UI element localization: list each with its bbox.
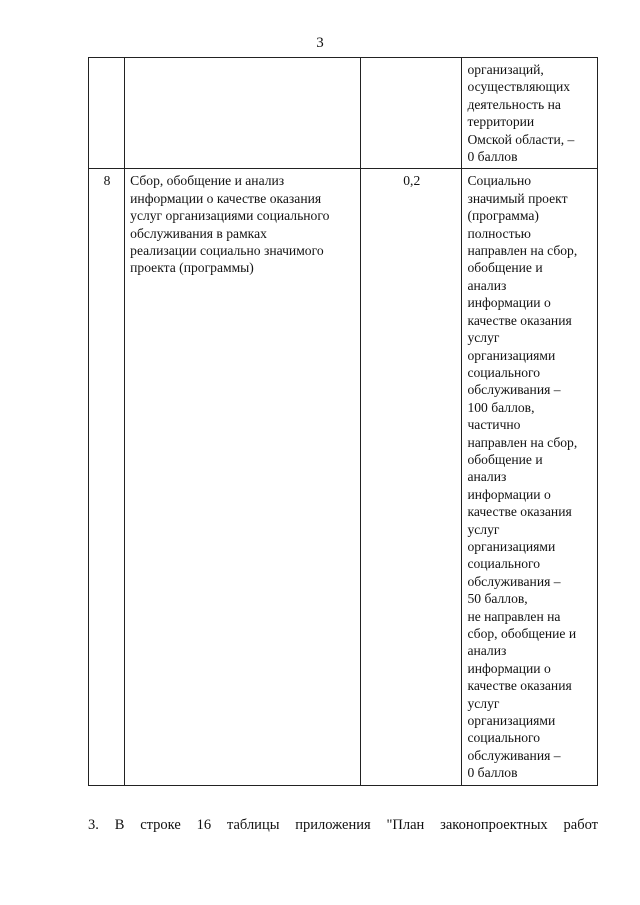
name-line: реализации социально значимого xyxy=(130,243,324,259)
name-line: Сбор, обобщение и анализ xyxy=(130,173,285,189)
criteria-line: анализ xyxy=(467,643,507,659)
criteria-line: организаций, xyxy=(467,62,544,77)
criteria-line: анализ xyxy=(467,469,507,485)
criteria-line: 0 баллов xyxy=(467,765,518,781)
criteria-line: обслуживания – xyxy=(467,747,561,763)
name-line: информации о качестве оказания xyxy=(130,190,322,206)
criteria-line: информации о xyxy=(467,660,551,676)
criteria-line: не направлен на xyxy=(467,608,561,624)
criteria-line: информации о xyxy=(467,295,551,311)
row-name-cell xyxy=(125,169,361,785)
criteria-line: направлен на сбор, xyxy=(467,434,578,450)
criteria-line: качестве оказания xyxy=(467,678,572,694)
criteria-line: качестве оказания xyxy=(467,504,572,520)
criteria-line: социального xyxy=(467,730,541,746)
criteria-line: направлен на сбор, xyxy=(467,243,578,259)
criteria-line: обобщение и xyxy=(467,260,543,276)
criteria-line: 50 баллов, xyxy=(467,591,528,607)
criteria-line: обслуживания – xyxy=(467,573,561,589)
criteria-line: анализ xyxy=(467,277,507,293)
criteria-line: обобщение и xyxy=(467,451,543,467)
criteria-line: услуг xyxy=(467,521,500,537)
criteria-table xyxy=(88,57,598,786)
criteria-line: организациями xyxy=(467,347,556,363)
criteria-line: обслуживания – xyxy=(467,382,561,398)
criteria-line: 0 баллов xyxy=(467,149,518,165)
criteria-line: частично xyxy=(467,417,521,433)
name-line: услуг организациями социального xyxy=(130,208,330,224)
criteria-line: организациями xyxy=(467,538,556,554)
criteria-line: осуществляющих xyxy=(467,79,571,95)
criteria-line: территории xyxy=(467,114,535,130)
row-criteria-cell xyxy=(462,169,598,785)
criteria-line: услуг xyxy=(467,695,500,711)
criteria-line: значимый проект xyxy=(467,190,568,206)
row-criteria-cell xyxy=(462,58,598,169)
table-row-8 xyxy=(89,169,598,785)
table-row-continued xyxy=(89,58,598,169)
criteria-line: информации о xyxy=(467,486,551,502)
criteria-line: услуг xyxy=(467,330,500,346)
criteria-line: (программа) xyxy=(467,208,539,224)
criteria-line: организациями xyxy=(467,713,556,729)
criteria-line: Социально xyxy=(467,173,532,189)
criteria-line: социального xyxy=(467,556,541,572)
row-number-cell xyxy=(89,58,125,169)
row-number-cell: 8 xyxy=(89,169,125,785)
row-weight-cell: 0,2 xyxy=(361,169,462,785)
page-number: 3 xyxy=(316,35,324,51)
criteria-line: 100 баллов, xyxy=(467,399,535,415)
criteria-line: социального xyxy=(467,364,541,380)
name-line: обслуживания в рамках xyxy=(130,225,267,241)
amendment-paragraph: 3. В строке 16 таблицы приложения "План законопроектных работ xyxy=(88,817,598,833)
criteria-line: деятельность на xyxy=(467,96,561,112)
criteria-line: качестве оказания xyxy=(467,312,572,328)
row-name-cell xyxy=(125,58,361,169)
criteria-line: Омской области, – xyxy=(467,131,575,147)
criteria-line: сбор, обобщение и xyxy=(467,626,577,641)
criteria-line: полностью xyxy=(467,225,531,241)
row-weight-cell xyxy=(361,58,462,169)
name-line: проекта (программы) xyxy=(130,260,254,276)
